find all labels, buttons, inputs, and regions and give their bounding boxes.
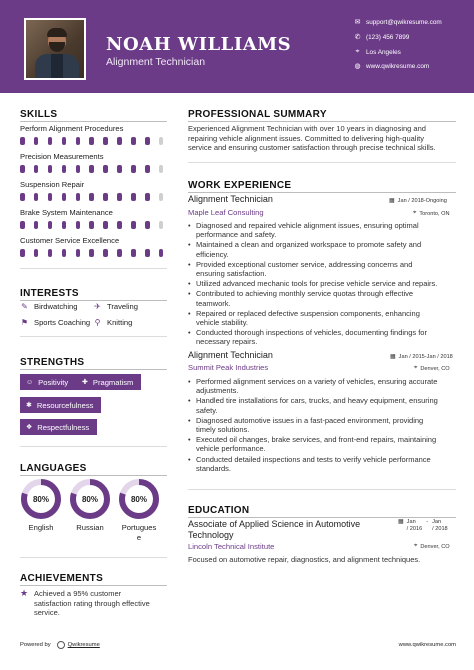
smile-icon: ☺ (26, 378, 34, 386)
strengths-heading: STRENGTHS (20, 357, 85, 368)
skill-dot (34, 249, 39, 257)
skill-dot (159, 165, 164, 173)
skill-dot (62, 193, 67, 201)
list-item: • Provided exceptional customer service, addressing concerns and ensuring satisfaction. (188, 260, 456, 278)
skill-dot (159, 249, 164, 257)
skill-dot (48, 193, 53, 201)
calendar-icon: ▦ (389, 198, 395, 204)
strength-badge: ☺ Positivity (20, 374, 76, 390)
languages-heading: LANGUAGES (20, 463, 87, 474)
location-pin-icon: ⌖ (414, 365, 418, 371)
language-ring (118, 478, 160, 520)
puzzle-icon: ✚ (82, 379, 88, 386)
skill-dot (62, 249, 67, 257)
skill-dot (20, 221, 25, 229)
skill-dot (48, 165, 53, 173)
skills-heading: SKILLS (20, 109, 58, 120)
strengths-divider (20, 369, 167, 370)
list-item: • Maintained a clean and organized workspace to promote safety and efficiency. (188, 240, 456, 258)
skill-dot (131, 165, 136, 173)
achievements-divider (20, 585, 167, 586)
job-company: Summit Peak Industries (188, 363, 269, 372)
skill-dot (89, 221, 94, 229)
skill-dot (20, 137, 25, 145)
skill-dot (48, 137, 53, 145)
summary-divider (188, 121, 456, 122)
skill-dot (145, 165, 150, 173)
skill-rating (20, 221, 173, 229)
globe-icon: ◍ (354, 63, 361, 70)
summary-heading: PROFESSIONAL SUMMARY (188, 109, 327, 120)
skill-dot (20, 165, 25, 173)
location-icon: ⌖ (355, 48, 360, 55)
summary-bottom-divider (188, 162, 456, 163)
resume-header (0, 0, 474, 93)
language-name: Russian (76, 523, 104, 532)
languages-bottom-divider (20, 557, 167, 558)
knitting-icon: ⚲ (94, 318, 101, 327)
interests-divider (20, 300, 167, 301)
skill-dot (103, 193, 108, 201)
profile-photo (24, 18, 86, 80)
skill-dot (48, 249, 53, 257)
candidate-role: Alignment Technician (106, 56, 206, 68)
language-percent: 80% (81, 495, 99, 504)
education-description: Focused on automotive repair, diagnostics, and alignment techniques. (188, 555, 421, 564)
qwikresume-logo-icon (57, 641, 65, 649)
skill-dot (103, 137, 108, 145)
skill-dot (159, 221, 164, 229)
summary-text: Experienced Alignment Technician with over 10 years in diagnosing and repairing vehicle alignment issues. Committed to delivering high-quality service and ensuring customer satisfaction through precise technical skills. (188, 124, 436, 152)
skill-dot (131, 137, 136, 145)
list-item: • Conducted thorough inspections of vehicles, documenting findings for necessary repairs. (188, 328, 456, 346)
skill-dot (131, 221, 136, 229)
list-item: • Conducted detailed inspections and tests to verify vehicle performance standards. (188, 455, 456, 473)
experience-divider (188, 192, 456, 193)
list-item: • Handled tire installations for cars, trucks, and heavy equipment, ensuring safety. (188, 396, 456, 414)
job-bullets (188, 377, 456, 474)
interest-item: ⚲ Knitting (94, 318, 133, 327)
skill-dot (20, 249, 25, 257)
contact-website[interactable]: ◍ www.qwikresume.com (354, 62, 430, 70)
job-dates: ▦ Jan / 2015-Jan / 2018 (390, 353, 453, 360)
phone-icon: ✆ (354, 34, 361, 41)
contact-location: ⌖ Los Angeles (353, 48, 401, 56)
strengths-bottom-divider (20, 446, 167, 447)
skill-dot (76, 249, 81, 257)
list-item: • Contributed to achieving monthly service quotas through effective teamwork. (188, 289, 456, 307)
experience-heading: WORK EXPERIENCE (188, 180, 292, 191)
job-title: Alignment Technician (188, 350, 273, 360)
skill-dot (48, 221, 53, 229)
footer-website[interactable]: www.qwikresume.com (398, 642, 456, 648)
languages-divider (20, 475, 167, 476)
skill-dot (34, 137, 39, 145)
skill-dot (131, 193, 136, 201)
language-name: English (28, 523, 54, 532)
tools-icon: ✱ (26, 402, 32, 409)
skill-dot (76, 221, 81, 229)
skill-dot (62, 165, 67, 173)
language-ring (69, 478, 111, 520)
job-bullets (188, 221, 456, 348)
skill-dot (159, 193, 164, 201)
skill-dot (145, 249, 150, 257)
skill-dot (89, 249, 94, 257)
calendar-icon: ▦ (390, 354, 396, 360)
list-item: • Diagnosed and repaired vehicle alignment issues, ensuring optimal performance and safety. (188, 221, 456, 239)
skills-bottom-divider (20, 268, 167, 269)
skill-dot (117, 221, 122, 229)
skill-dot (62, 221, 67, 229)
language-ring (20, 478, 62, 520)
list-item: • Repaired or replaced defective suspension components, enhancing vehicle stability. (188, 309, 456, 327)
school-name: Lincoln Technical Institute (188, 542, 275, 551)
skill-dot (145, 137, 150, 145)
skill-dot (117, 249, 122, 257)
skill-dot (76, 137, 81, 145)
whistle-icon: ⚑ (20, 318, 29, 327)
skill-dot (145, 221, 150, 229)
skill-label: Suspension Repair (20, 180, 85, 189)
plane-icon: ✈ (94, 302, 101, 311)
location-pin-icon: ⌖ (414, 543, 418, 549)
interests-heading: INTERESTS (20, 288, 79, 299)
list-item: • Diagnosed automotive issues in a fast-paced environment, providing timely solutions. (188, 416, 456, 434)
education-heading: EDUCATION (188, 505, 250, 516)
bird-icon: ✎ (21, 302, 28, 311)
skill-dot (131, 249, 136, 257)
interest-item: ✈ Traveling (94, 302, 138, 311)
skill-dot (89, 165, 94, 173)
skill-dot (76, 193, 81, 201)
interests-bottom-divider (20, 336, 167, 337)
list-item: • Executed oil changes, brake services, and front-end repairs, maintaining vehicle performance. (188, 435, 456, 453)
interest-item: ✎ Birdwatching (21, 302, 78, 311)
trophy-icon: ★ (20, 588, 29, 598)
job-location: ⌖ Toronto, ON (413, 210, 450, 217)
skill-label: Brake System Maintenance (20, 208, 113, 217)
list-item: • Utilized advanced mechanic tools for precise vehicle service and repairs. (188, 279, 456, 288)
handshake-icon: ❖ (26, 424, 33, 431)
skills-divider (20, 121, 167, 122)
skill-dot (117, 165, 122, 173)
strength-badge: ✚ Pragmatism (76, 374, 141, 390)
skill-dot (103, 221, 108, 229)
skill-rating (20, 137, 173, 145)
skill-dot (117, 193, 122, 201)
skill-rating (20, 165, 173, 173)
location-pin-icon: ⌖ (413, 210, 417, 216)
job-dates: ▦ Jan / 2018-Ongoing (389, 197, 447, 204)
language-name: Portugues e (121, 523, 157, 542)
achievement-text: Achieved a 95% customer satisfaction rating through effective service. (34, 589, 150, 617)
experience-bottom-divider (188, 489, 456, 490)
job-company: Maple Leaf Consulting (188, 208, 264, 217)
skill-dot (103, 249, 108, 257)
contact-email[interactable]: ✉ support@qwikresume.com (354, 18, 442, 26)
skill-dot (159, 137, 164, 145)
strength-badge: ✱ Resourcefulness (20, 397, 101, 413)
skill-rating (20, 193, 173, 201)
skill-dot (145, 193, 150, 201)
job-title: Alignment Technician (188, 194, 273, 204)
skill-dot (103, 165, 108, 173)
list-item: • Performed alignment services on a variety of vehicles, ensuring accurate adjustments. (188, 377, 456, 395)
language-percent: 80% (32, 495, 50, 504)
degree-title: Associate of Applied Science in Automotive Technology (188, 519, 361, 540)
strength-badge: ❖ Respectfulness (20, 419, 97, 435)
candidate-name: NOAH WILLIAMS (106, 34, 292, 55)
education-location: ⌖ Denver, CO (414, 543, 450, 550)
education-dates: ▦ Jan / 2016 - Jan / 2018 (398, 519, 448, 532)
skill-rating (20, 249, 173, 257)
skill-label: Customer Service Excellence (20, 236, 120, 245)
language-percent: 80% (130, 495, 148, 504)
skill-dot (89, 137, 94, 145)
job-location: ⌖ Denver, CO (414, 365, 450, 372)
skill-dot (34, 221, 39, 229)
skill-label: Precision Measurements (20, 152, 104, 161)
skill-dot (62, 137, 67, 145)
email-icon: ✉ (354, 19, 361, 26)
skill-dot (20, 193, 25, 201)
skill-dot (117, 137, 122, 145)
achievements-heading: ACHIEVEMENTS (20, 573, 104, 584)
education-divider (188, 517, 456, 518)
skill-dot (34, 165, 39, 173)
skill-dot (89, 193, 94, 201)
interest-item: ⚑ Sports Coaching (20, 318, 91, 327)
skill-dot (34, 193, 39, 201)
skill-label: Perform Alignment Procedures (20, 124, 124, 133)
contact-phone[interactable]: ✆ (123) 456 7899 (354, 33, 410, 41)
skill-dot (76, 165, 81, 173)
calendar-icon: ▦ (398, 519, 404, 525)
footer-powered-by[interactable]: Powered by Qwikresume (20, 642, 100, 648)
